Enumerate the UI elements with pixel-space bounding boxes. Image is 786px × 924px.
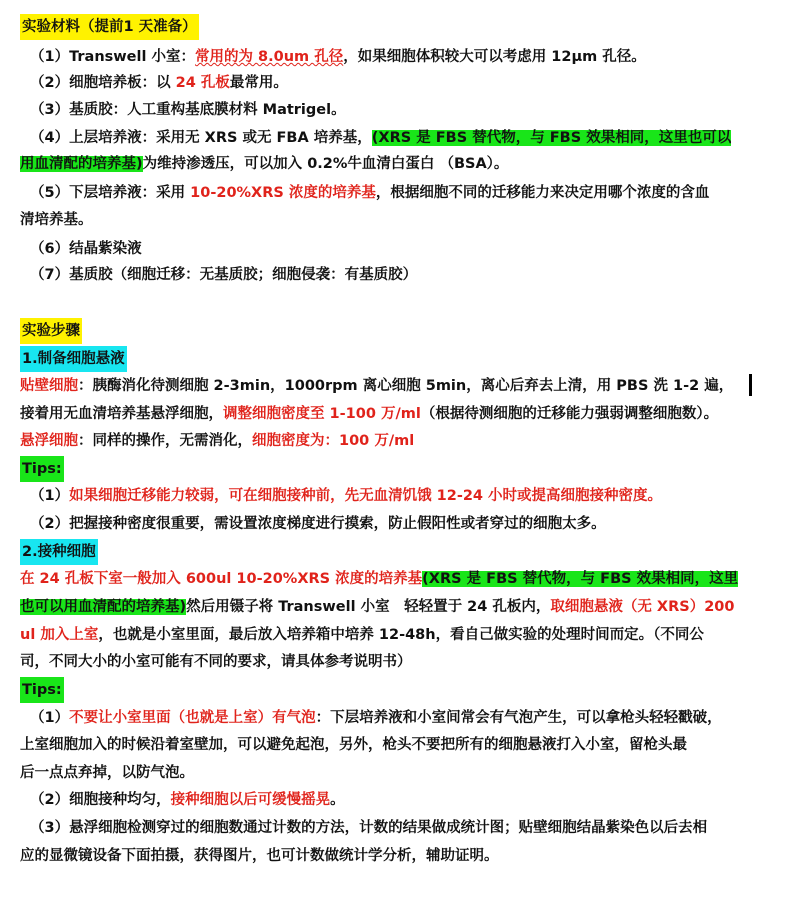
tip-text: 把握接种密度很重要，需设置浓度梯度进行摸索，防止假阳性或者穿过的细胞太多。 [69,516,606,532]
step2-line-2 [20,594,758,620]
step-text: 司，不同大小的小室可能有不同的要求，请具体参考说明书） [20,654,412,670]
text-cursor [749,374,752,396]
step1-tip-1 [30,483,758,509]
step-text: ：同样的操作，无需消化， [78,433,252,449]
step1-line-3 [20,428,758,454]
step2-tip-1-cont-a [20,732,758,758]
item-text: 为维持渗透压，可以加入 0.2%牛血清白蛋白 （BSA）。 [142,156,509,172]
tips-heading: Tips: [20,456,64,482]
tip-number: （2） [30,516,70,532]
tip-text: 上室细胞加入的时候沿着室壁加，可以避免起泡，另外，枪头不要把所有的细胞悬液打入小室，留枪头最 [20,737,687,753]
label-red: 贴壁细胞 [20,378,78,394]
step1-title [20,346,758,372]
steps-heading: 实验步骤 [20,318,82,344]
item-text: 基质胶（细胞迁移：无基质胶；细胞侵袭：有基质胶） [69,267,418,283]
step2-tip-1-cont-b [20,760,758,786]
item-highlight-red: 24 孔板 [175,75,230,91]
tip-number: （2） [30,792,70,808]
step-text: 然后用镊子将 Transwell 小室 轻轻置于 24 孔板内， [186,599,551,615]
item-text: ，如果细胞体积较大可以考虑用 12μm 孔径。 [343,49,646,65]
item-highlight-red: 常用的为 8.0um 孔径 [195,49,344,65]
tip-number: （1） [30,488,70,504]
tip-number: （3） [30,820,70,836]
item-highlight-green: 用血清配的培养基) [20,156,143,172]
step-highlight-red: 细胞密度为：100 万/ml [252,433,415,449]
step1-tip-2 [30,511,758,537]
item-text: 下层培养液：采用 [69,185,191,201]
step2-tip-2 [30,787,758,813]
tip-text: ：下层培养液和小室间常会有气泡产生，可以拿枪头轻轻戳破， [315,710,722,726]
section-materials-title [20,14,758,40]
section-steps-title [20,318,758,344]
item-highlight-green: (XRS 是 FBS 替代物，与 FBS 效果相同，这里也可以 [371,130,732,146]
step-text: ：胰酶消化待测细胞 2-3min，1000rpm 离心细胞 5min，离心后弃去上清，用 PBS 洗 1-2 遍， [78,378,734,394]
item-text: 最常用。 [229,75,288,91]
label-red: 悬浮细胞 [20,433,78,449]
step2-tip-1 [30,705,758,731]
step2-tips-label [20,677,758,703]
item-number: （3） [30,102,70,118]
materials-item-4 [30,125,758,151]
item-text: 清培养基。 [20,212,93,228]
item-highlight-red: 10-20%XRS 浓度的培养基 [190,185,376,201]
item-number: （1） [30,49,70,65]
materials-item-4-cont [20,151,758,177]
step2-line-1 [20,566,758,592]
materials-item-5 [30,180,758,206]
materials-item-5-cont [20,207,758,233]
materials-item-3 [30,97,758,123]
materials-item-2 [30,70,758,96]
step-highlight-red: 取细胞悬液（无 XRS）200 [550,599,735,615]
step-highlight-red: 调整细胞密度至 1-100 万/ml [223,406,421,422]
materials-heading: 实验材料（提前1 天准备） [20,14,199,40]
step-highlight-red: 在 24 孔板下室一般加入 600ul 10-20%XRS 浓度的培养基 [20,571,423,587]
item-text: Transwell 小室： [69,49,195,65]
step-text: （根据待测细胞的迁移能力强弱调整细胞数）。 [420,406,719,422]
step2-title [20,539,758,565]
step2-line-4 [20,649,758,675]
step-text: 接着用无血清培养基悬浮细胞， [20,406,223,422]
item-text: 结晶紫染液 [69,241,142,257]
step2-tip-3 [30,815,758,841]
step-highlight-red: ul 加入上室 [20,627,99,643]
item-number: （5） [30,185,70,201]
step2-heading: 2.接种细胞 [20,539,98,565]
item-number: （2） [30,75,70,91]
tip-text: 后一点点弃掉，以防气泡。 [20,765,194,781]
materials-item-6 [30,236,758,262]
tip-text: 细胞接种均匀， [69,792,171,808]
tip-text: 悬浮细胞检测穿过的细胞数通过计数的方法，计数的结果做成统计图；贴壁细胞结晶紫染色以后去相 [69,820,708,836]
tip-text: 应的显微镜设备下面拍摄，获得图片，也可计数做统计学分析，辅助证明。 [20,848,499,864]
step1-heading: 1.制备细胞悬液 [20,346,127,372]
item-text: 细胞培养板：以 [69,75,176,91]
step-highlight-green: (XRS 是 FBS 替代物，与 FBS 效果相同，这里 [422,571,739,587]
step-highlight-green: 也可以用血清配的培养基) [20,599,187,615]
tip-text: 。 [330,792,345,808]
step-text: ，也就是小室里面，最后放入培养箱中培养 12-48h，看自己做实验的处理时间而定。（不同公 [98,627,704,643]
item-number: （4） [30,130,70,146]
materials-item-1 [30,44,758,70]
step1-line-2 [20,401,758,427]
item-text: 上层培养液：采用无 XRS 或无 FBA 培养基， [69,130,372,146]
step2-line-3 [20,622,758,648]
item-number: （6） [30,241,70,257]
item-text: 基质胶：人工重构基底膜材料 Matrigel。 [69,102,346,118]
item-number: （7） [30,267,70,283]
step1-tips-label [20,456,758,482]
materials-item-7 [30,262,758,288]
step2-tip-3-cont [20,843,758,869]
tip-number: （1） [30,710,70,726]
tip-highlight-red: 接种细胞以后可缓慢摇晃 [170,792,331,808]
tip-highlight-red: 不要让小室里面（也就是上室）有气泡 [69,710,316,726]
step1-line-1 [20,373,758,399]
item-text: ，根据细胞不同的迁移能力来决定用哪个浓度的含血 [375,185,710,201]
tip-highlight-red: 如果细胞迁移能力较弱，可在细胞接种前，先无血清饥饿 12-24 小时或提高细胞接种密度。 [69,488,663,504]
tips-heading: Tips: [20,677,64,703]
